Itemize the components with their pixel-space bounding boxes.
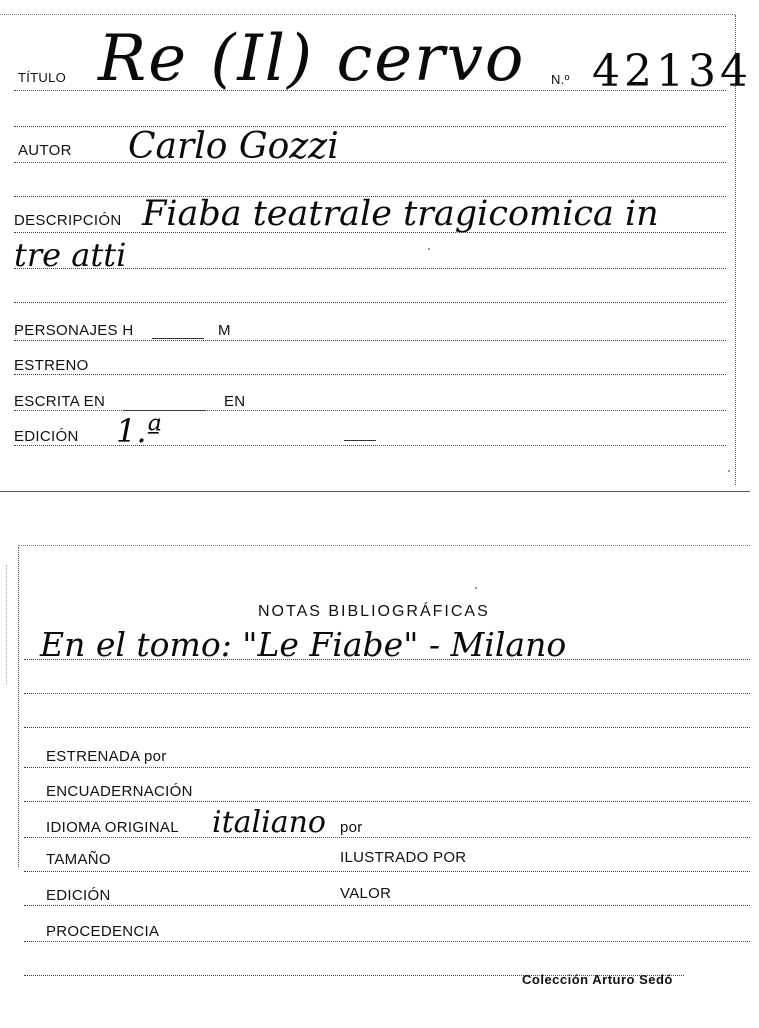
notas-value: En el tomo: "Le Fiabe" - Milano (40, 625, 567, 664)
escrita-label: ESCRITA EN (14, 393, 106, 410)
escrita-line (14, 410, 726, 411)
ilustrado-label: ILUSTRADO POR (340, 849, 467, 866)
catalog-card-top (0, 0, 759, 500)
speck (728, 470, 730, 472)
speck (475, 587, 477, 589)
descripcion-line1: Fiaba teatrale tragicomica in (142, 194, 659, 234)
notas-line-1 (24, 659, 750, 660)
notas-line-2 (24, 693, 750, 694)
autor-line (14, 162, 726, 163)
numero-value: 42134 (592, 46, 752, 97)
descripcion-label: DESCRIPCIÓN (14, 212, 122, 229)
idioma-label: IDIOMA ORIGINAL (46, 819, 179, 836)
descripcion-line2: tre atti (14, 236, 127, 274)
encuadernacion-label: ENCUADERNACIÓN (46, 783, 193, 800)
scan-edge-shadow (6, 565, 7, 685)
numero-label: N.º (551, 72, 570, 87)
card-bottom-edge (0, 491, 750, 492)
escrita-en-label: EN (224, 393, 246, 410)
blank-line-3 (14, 302, 726, 303)
estrenada-label: ESTRENADA por (46, 748, 167, 765)
catalog-card-bottom (0, 535, 759, 1028)
edicion-line (14, 445, 726, 446)
idioma-value: italiano (212, 805, 326, 840)
edicion-label: EDICIÓN (46, 887, 111, 904)
autor-value: Carlo Gozzi (128, 126, 339, 167)
personajes-m-label: M (218, 322, 231, 339)
speck (428, 248, 430, 250)
titulo-line (14, 90, 726, 91)
estrenada-line (24, 767, 750, 768)
titulo-value: Re (Il) cervo (98, 22, 526, 96)
blank-line-1 (14, 126, 726, 127)
personajes-line (14, 340, 726, 341)
notas-line-3 (24, 727, 750, 728)
card-top-edge (0, 14, 735, 15)
descripcion-line (14, 232, 726, 233)
edicion-label: EDICIÓN (14, 428, 79, 445)
titulo-label: TÍTULO (18, 70, 67, 85)
encuadernacion-line (24, 801, 750, 802)
descripcion-line-2 (14, 268, 726, 269)
edicion-line (24, 905, 750, 906)
valor-label: VALOR (340, 885, 392, 902)
personajes-h-line (152, 338, 204, 339)
tamano-label: TAMAÑO (46, 851, 111, 868)
estreno-line (14, 374, 726, 375)
autor-label: AUTOR (18, 142, 72, 159)
idioma-line (24, 837, 750, 838)
stray-mark (344, 440, 376, 441)
tamano-line (24, 871, 750, 872)
idioma-por-label: por (340, 819, 363, 836)
edicion-value: 1.ª (116, 412, 162, 450)
card-top-edge (18, 545, 750, 546)
procedencia-line (24, 941, 750, 942)
estreno-label: ESTRENO (14, 357, 89, 374)
notas-heading: NOTAS BIBLIOGRÁFICAS (258, 603, 490, 620)
coleccion-label: Colección Arturo Sedó (522, 972, 673, 987)
card-left-edge (18, 547, 19, 867)
procedencia-label: PROCEDENCIA (46, 923, 160, 940)
personajes-label: PERSONAJES H (14, 322, 134, 339)
